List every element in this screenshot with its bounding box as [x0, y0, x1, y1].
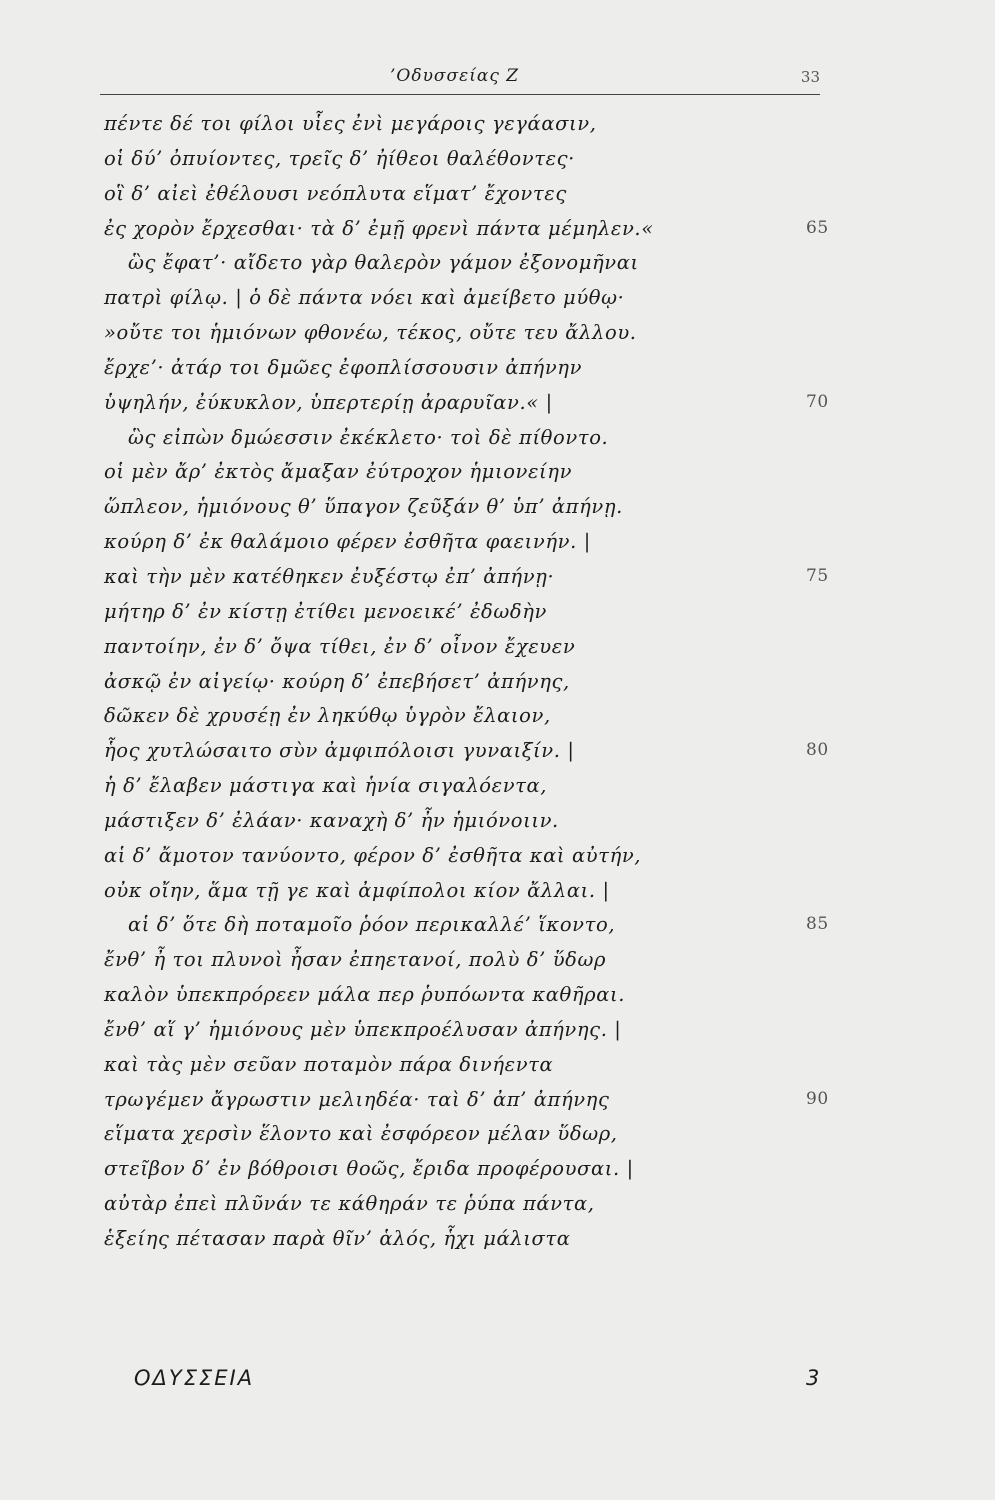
verse-line: [0, 247, 995, 282]
line-number: 70: [806, 391, 829, 412]
verse-line: [0, 770, 995, 805]
verse-text: οὐκ οἴην, ἅμα τῇ γε καὶ ἀμφίπολοι κίον ἄλλαι. |: [104, 878, 610, 902]
verse-text: καλὸν ὑπεκπρόρεεν μάλα περ ῥυπόωντα καθῆραι.: [104, 983, 626, 1007]
verse-line: [0, 700, 995, 735]
verse-line: [0, 666, 995, 701]
verse-text: ἧος χυτλώσαιτο σὺν ἀμφιπόλοισι γυναιξίν. |: [104, 739, 575, 763]
verse-text: ἔνθ’ αἵ γ’ ἡμιόνους μὲν ὑπεκπροέλυσαν ἀπήνης. |: [104, 1017, 622, 1041]
verse-line: [0, 108, 995, 143]
verse-line: [0, 1118, 995, 1153]
verse-text: τρωγέμεν ἄγρωστιν μελιηδέα· ταὶ δ’ ἀπ’ ἀπήνης: [104, 1087, 610, 1111]
verse-text: ὣς εἰπὼν δμώεσσιν ἐκέκλετο· τοὶ δὲ πίθοντο.: [128, 425, 609, 449]
verse-text: ὣς ἔφατ’· αἴδετο γὰρ θαλερὸν γάμον ἐξονομῆναι: [128, 251, 639, 275]
verse-line: [0, 352, 995, 387]
running-head: [100, 66, 820, 96]
verse-line: [0, 282, 995, 317]
running-title: ’Οδυσσείας Ζ: [390, 66, 520, 86]
verse-line: [0, 875, 995, 910]
verse-text: ἑξείης πέτασαν παρὰ θῖν’ ἁλός, ἧχι μάλιστα: [104, 1227, 571, 1250]
verse-line: [0, 1188, 995, 1223]
verse-text: οἳ δ’ αἰεὶ ἐθέλουσι νεόπλυτα εἵματ’ ἔχοντες: [104, 181, 567, 205]
verse-line: [0, 631, 995, 666]
page-number: 33: [800, 68, 820, 86]
verse-line: [0, 213, 995, 248]
verse-text: δῶκεν δὲ χρυσέῃ ἐν ληκύθῳ ὑγρὸν ἔλαιον,: [104, 704, 551, 728]
verse-line: [0, 456, 995, 491]
verse-line: [0, 1223, 995, 1258]
verse-line: [0, 1153, 995, 1188]
verse-text: μήτηρ δ’ ἐν κίστῃ ἐτίθει μενοεικέ’ ἐδωδὴν: [104, 599, 547, 623]
verse-text: ὑψηλήν, ἐύκυκλον, ὑπερτερίῃ ἀραρυῖαν.« |: [104, 390, 553, 414]
verse-text: εἵματα χερσὶν ἕλοντο καὶ ἐσφόρεον μέλαν ὕδωρ,: [104, 1122, 618, 1146]
verse-line: [0, 561, 995, 596]
verse-text: ἐς χορὸν ἔρχεσθαι· τὰ δ’ ἐμῇ φρενὶ πάντα μέμηλεν.«: [104, 216, 654, 240]
line-number: 65: [806, 217, 829, 238]
verse-line: [0, 1014, 995, 1049]
line-number: 75: [806, 565, 829, 586]
line-number: 85: [806, 914, 829, 935]
verse-text: ἔρχε’· ἀτάρ τοι δμῶες ἐφοπλίσσουσιν ἀπήνην: [104, 355, 583, 379]
verse-line: [0, 596, 995, 631]
verse-text: ἔνθ’ ἦ τοι πλυνοὶ ἦσαν ἐπηετανοί, πολὺ δ’ ὕδωρ: [104, 948, 607, 972]
verse-text: στεῖβον δ’ ἐν βόθροισι θοῶς, ἔριδα προφέρουσαι. |: [104, 1157, 634, 1181]
page-footer: [0, 1360, 995, 1400]
verse-block: [0, 108, 995, 1258]
verse-line: [0, 422, 995, 457]
verse-text: παντοίην, ἐν δ’ ὄψα τίθει, ἐν δ’ οἶνον ἔχευεν: [104, 634, 576, 658]
verse-text: οἱ μὲν ἄρ’ ἐκτὸς ἄμαξαν ἐύτροχον ἡμιονείην: [104, 460, 573, 484]
verse-line: [0, 979, 995, 1014]
verse-text: μάστιξεν δ’ ἐλάαν· καναχὴ δ’ ἦν ἡμιόνοιιν.: [104, 808, 559, 832]
verse-text: αἱ δ’ ἄμοτον τανύοντο, φέρον δ’ ἐσθῆτα καὶ αὐτήν,: [104, 843, 642, 867]
verse-line: [0, 944, 995, 979]
line-number: 90: [806, 1088, 829, 1109]
verse-text: ὥπλεον, ἡμιόνους θ’ ὕπαγον ζεῦξάν θ’ ὑπ’ ἀπήνῃ.: [104, 495, 623, 519]
verse-line: [0, 1049, 995, 1084]
verse-line: [0, 178, 995, 213]
verse-line: [0, 387, 995, 422]
verse-line: [0, 1084, 995, 1119]
header-rule: [100, 94, 820, 95]
verse-text: ἡ δ’ ἔλαβεν μάστιγα καὶ ἡνία σιγαλόεντα,: [104, 774, 548, 798]
verse-line: [0, 526, 995, 561]
verse-line: [0, 909, 995, 944]
verse-text: οἱ δύ’ ὀπυίοντες, τρεῖς δ’ ἠίθεοι θαλέθοντες·: [104, 146, 575, 170]
verse-line: [0, 840, 995, 875]
verse-line: [0, 735, 995, 770]
signature-number: 3: [806, 1366, 820, 1390]
verse-text: ἀσκῷ ἐν αἰγείῳ· κούρη δ’ ἐπεβήσετ’ ἀπήνης,: [104, 669, 570, 693]
signature-title: ΟΔΥΣΣΕΙΑ: [134, 1366, 255, 1390]
verse-text: καὶ τὴν μὲν κατέθηκεν ἐυξέστῳ ἐπ’ ἀπήνῃ·: [104, 564, 555, 588]
verse-line: [0, 805, 995, 840]
verse-text: πέντε δέ τοι φίλοι υἷες ἐνὶ μεγάροις γεγάασιν,: [104, 112, 597, 135]
verse-text: πατρὶ φίλῳ. | ὁ δὲ πάντα νόει καὶ ἀμείβετο μύθῳ·: [104, 286, 625, 310]
verse-line: [0, 143, 995, 178]
verse-text: αὐτὰρ ἐπεὶ πλῦνάν τε κάθηράν τε ῥύπα πάντα,: [104, 1192, 595, 1216]
verse-text: αἱ δ’ ὅτε δὴ ποταμοῖο ῥόον περικαλλέ’ ἵκοντο,: [128, 913, 616, 937]
verse-line: [0, 491, 995, 526]
verse-text: »οὔτε τοι ἡμιόνων φθονέω, τέκος, οὔτε τευ ἄλλου.: [104, 321, 637, 345]
verse-line: [0, 317, 995, 352]
verse-text: καὶ τὰς μὲν σεῦαν ποταμὸν πάρα δινήεντα: [104, 1052, 554, 1076]
line-number: 80: [806, 740, 829, 761]
verse-text: κούρη δ’ ἐκ θαλάμοιο φέρεν ἐσθῆτα φαεινήν. |: [104, 530, 591, 554]
